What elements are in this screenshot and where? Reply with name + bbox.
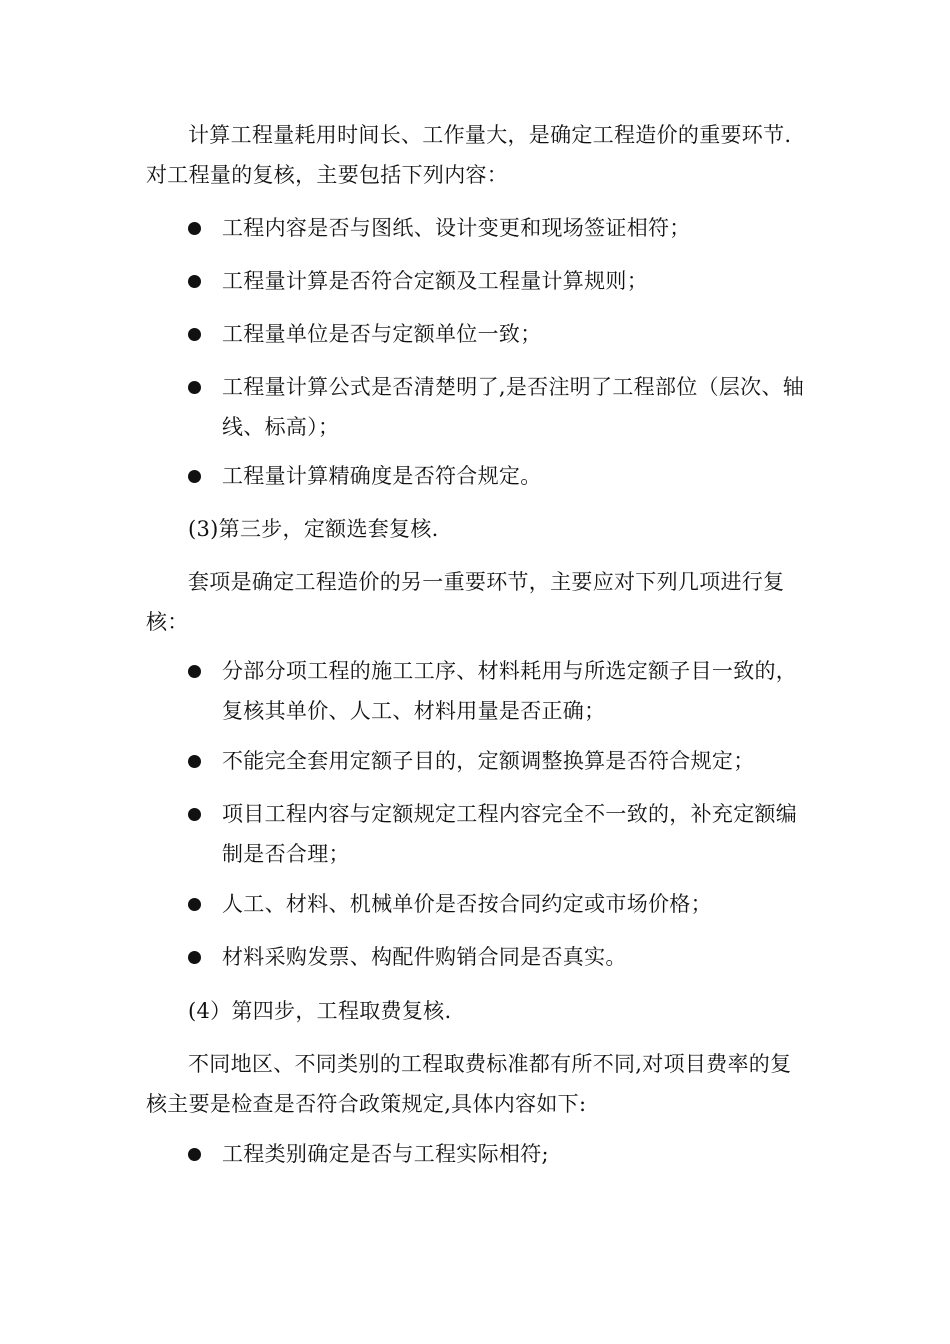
bullet-icon <box>188 222 201 235</box>
list-item <box>188 794 818 874</box>
list-item-text: 工程量计算精确度是否符合规定。 <box>222 464 542 488</box>
list-item-text: 工程内容是否与图纸、设计变更和现场签证相符； <box>222 216 691 240</box>
step3-heading: (3)第三步，定额选套复核. <box>188 517 439 541</box>
bullet-icon <box>188 755 201 768</box>
list-item <box>188 314 818 354</box>
bullet-icon <box>188 951 201 964</box>
step3-paragraph: 套项是确定工程造价的另一重要环节，主要应对下列几项进行复核： <box>146 570 785 634</box>
list-item-text: 工程量计算是否符合定额及工程量计算规则； <box>222 269 648 293</box>
bullet-icon <box>188 381 201 394</box>
bullet-icon <box>188 275 201 288</box>
bullet-icon <box>188 470 201 483</box>
bullet-icon <box>188 898 201 911</box>
list-item-text: 人工、材料、机械单价是否按合同约定或市场价格； <box>222 892 712 916</box>
bullet-icon <box>188 328 201 341</box>
list-item <box>188 741 818 781</box>
list-item-text: 工程类别确定是否与工程实际相符; <box>222 1142 549 1166</box>
bullet-icon <box>188 665 201 678</box>
step4-heading: (4）第四步，工程取费复核. <box>188 999 452 1023</box>
list-item <box>188 367 818 447</box>
list-item <box>188 884 818 924</box>
intro-paragraph: 计算工程量耗用时间长、工作量大，是确定工程造价的重要环节.对工程量的复核，主要包括下列内容： <box>146 123 792 187</box>
list-item <box>188 456 818 496</box>
list-item-text: 工程量单位是否与定额单位一致； <box>222 322 542 346</box>
list-item <box>188 937 818 977</box>
step4-paragraph: 不同地区、不同类别的工程取费标准都有所不同,对项目费率的复核主要是检查是否符合政策规定,具体内容如下: <box>146 1052 792 1116</box>
bullet-icon <box>188 1148 201 1161</box>
list-item <box>188 651 818 731</box>
list-item-text: 项目工程内容与定额规定工程内容完全不一致的，补充定额编制是否合理； <box>222 802 798 866</box>
bullet-icon <box>188 808 201 821</box>
list-item-text: 工程量计算公式是否清楚明了,是否注明了工程部位（层次、轴线、标高）； <box>222 375 805 439</box>
list-item <box>188 208 818 248</box>
list-item-text: 材料采购发票、构配件购销合同是否真实。 <box>222 945 627 969</box>
list-item-text: 不能完全套用定额子目的，定额调整换算是否符合规定； <box>222 749 755 773</box>
list-item <box>188 1134 818 1174</box>
list-item-text: 分部分项工程的施工工序、材料耗用与所选定额子目一致的，复核其单价、人工、材料用量是否正确； <box>222 659 798 723</box>
list-item <box>188 261 818 301</box>
